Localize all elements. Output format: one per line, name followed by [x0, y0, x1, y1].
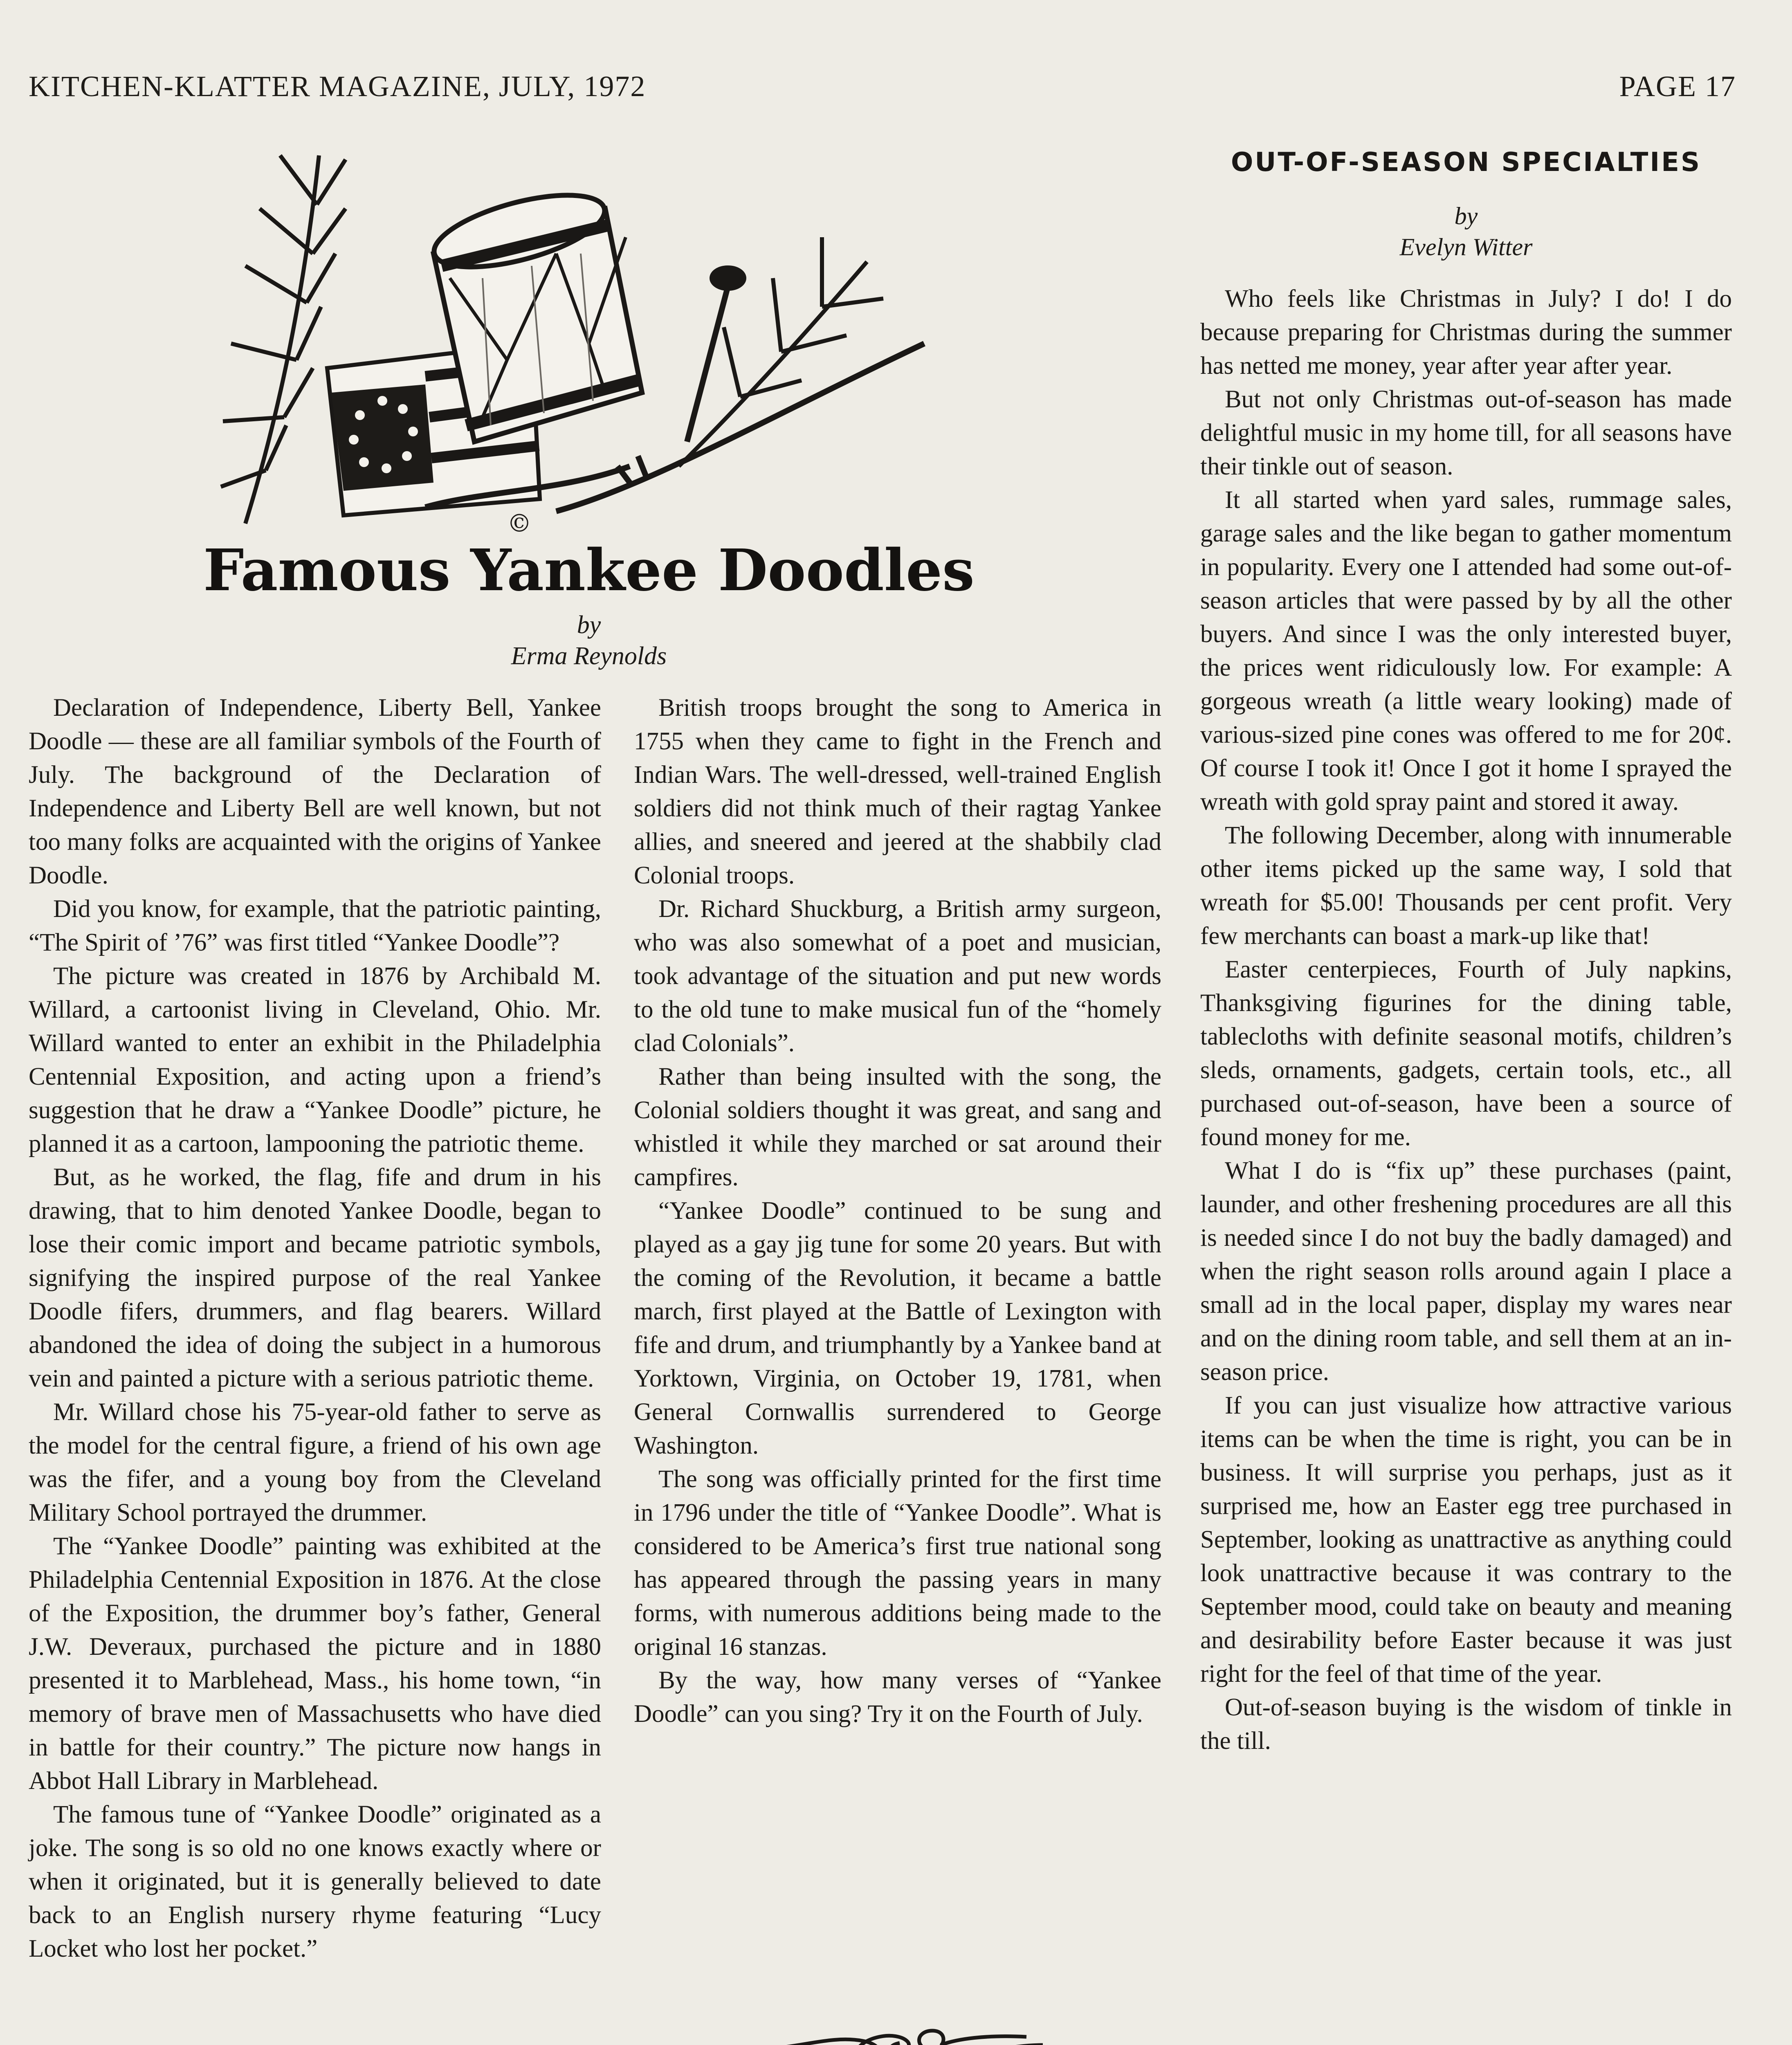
- flourish-ornament-icon: [748, 2018, 1051, 2045]
- byline-author: Erma Reynolds: [511, 642, 667, 670]
- copyright-mark: ©: [507, 509, 532, 538]
- paragraph: Declaration of Independence, Liberty Bell, Yankee Doodle — these are all familiar symbols of the Fourth of July. The background of the Declaration of Independence and Liberty Bell are well known, but not too many folks are acquainted with the origins of Yankee Doodle.: [29, 694, 601, 889]
- byline-by: by: [1454, 202, 1478, 229]
- paragraph: Dr. Richard Shuckburg, a British army surgeon, who was also somewhat of a poet and musician, took advantage of the situation and put new words to the old tune to make musical fun of the “homely clad Colonials”.: [634, 895, 1161, 1057]
- running-header: [29, 70, 1736, 115]
- paragraph: Did you know, for example, that the patriotic painting, “The Spirit of ’76” was first titled “Yankee Doodle”?: [29, 895, 601, 956]
- paragraph: The following December, along with innumerable other items picked up the same way, I sold that wreath for $5.00! Thousands per cent profit. Very few merchants can boast a mark-up like that!: [1200, 822, 1732, 950]
- page-number: PAGE 17: [1619, 70, 1736, 103]
- magazine-issue: KITCHEN-KLATTER MAGAZINE, JULY, 1972: [29, 70, 646, 103]
- paragraph: British troops brought the song to America in 1755 when they came to fight in the French and Indian Wars. The well-dressed, well-trained English soldiers did not think much of their ragtag Yankee allies, and sneered and jeered at the shabbily clad Colonial troops.: [634, 694, 1161, 889]
- yankee-column-2: [634, 691, 1161, 1731]
- oos-title: OUT-OF-SEASON SPECIALTIES: [1231, 147, 1702, 178]
- yankee-column-1: [29, 691, 601, 1966]
- paragraph: The “Yankee Doodle” painting was exhibited at the Philadelphia Centennial Exposition in 1876. At the close of the Exposition, the drummer boy’s father, General J.W. Deveraux, purchased the picture and in 1880 presented it to Marblehead, Mass., his home town, “in memory of brave men of Massachusetts who have died in battle for their country.” The picture now hangs in Abbot Hall Library in Marblehead.: [29, 1533, 601, 1795]
- paragraph: Out-of-season buying is the wisdom of tinkle in the till.: [1200, 1694, 1732, 1755]
- paragraph: The famous tune of “Yankee Doodle” originated as a joke. The song is so old no one knows exactly where or when it originated, but it is generally believed to date back to an English nursery rhyme featuring “Lucy Locket who lost her pocket.”: [29, 1801, 601, 1962]
- oos-byline: [1200, 200, 1732, 263]
- article-title-yankee: Famous Yankee Doodles: [203, 537, 975, 604]
- paragraph: It all started when yard sales, rummage sales, garage sales and the like began to gather momentum in popularity. Every one I attended had some out-of-season articles that were passed by by all the other buyers. And since I was the only interested buyer, the prices went ridiculously low. For example: A gorgeous wreath (a little weary looking) made of various-sized pine cones was offered to me for 20¢. Of course I took it! Once I got it home I sprayed the wreath with gold spray paint and stored it away.: [1200, 486, 1732, 816]
- oos-column: [1200, 282, 1732, 1758]
- paragraph: But not only Christmas out-of-season has made delightful music in my home till, for all seasons have their tinkle out of season.: [1200, 386, 1732, 480]
- paragraph: The picture was created in 1876 by Archibald M. Willard, a cartoonist living in Cleveland, Ohio. Mr. Willard wanted to enter an exhibit in the Philadelphia Centennial Exposition, and acting upon a friend’s suggestion that he draw a “Yankee Doodle” picture, he planned it as a cartoon, lampooning the patriotic theme.: [29, 962, 601, 1157]
- paragraph: What I do is “fix up” these purchases (paint, launder, and other freshening procedures are all this is needed since I do not buy the badly damaged) and when the right season rolls around again I place a small ad in the local paper, display my wares near and on the dining room table, and sell them at an in-season price.: [1200, 1157, 1732, 1386]
- paragraph: Rather than being insulted with the song, the Colonial soldiers thought it was great, and sang and whistled it while they marched or sat around their campfires.: [634, 1063, 1161, 1191]
- left-laurel-icon: [221, 155, 346, 524]
- paragraph: Easter centerpieces, Fourth of July napkins, Thanksgiving figurines for the dining table, tablecloths with definite seasonal motifs, children’s sleds, ornaments, gadgets, certain tools, etc., all purchased out-of-season, have been a source of found money for me.: [1200, 956, 1732, 1151]
- paragraph: But, as he worked, the flag, fife and drum in his drawing, that to him denoted Yankee Doodle, began to lose their comic import and became patriotic symbols, signifying the inspired purpose of the real Yankee Doodle fifers, drummers, and flag bearers. Willard abandoned the idea of doing the subject in a humorous vein and painted a picture with a serious patriotic theme.: [29, 1164, 601, 1392]
- paragraph: Who feels like Christmas in July? I do! I do because preparing for Christmas during the summer has netted me money, year after year after year.: [1200, 285, 1732, 380]
- paragraph: The song was officially printed for the first time in 1796 under the title of “Yankee Doodle”. What is considered to be America’s first true national song has appeared through the passing years in many forms, with numerous additions being made to the original 16 stanzas.: [634, 1465, 1161, 1661]
- paragraph: By the way, how many verses of “Yankee Doodle” can you sing? Try it on the Fourth of July.: [634, 1667, 1161, 1728]
- paragraph: If you can just visualize how attractive various items can be when the time is right, you can be in business. It will surprise you perhaps, just as it surprised me, how an Easter egg tree purchased in September, looking as unattractive as anything could look unattractive because it was contrary to the September mood, could take on beauty and meaning and desirability before Easter because it was just right for the feel of that time of the year.: [1200, 1392, 1732, 1688]
- paragraph: Mr. Willard chose his 75-year-old father to serve as the model for the central figure, a friend of his own age was the fifer, and a young boy from the Cleveland Military School portrayed the drummer.: [29, 1398, 601, 1526]
- drum-flag-laurel-illustration: [196, 131, 941, 540]
- yankee-byline: [409, 609, 769, 672]
- byline-author: Evelyn Witter: [1399, 234, 1533, 261]
- byline-by: by: [577, 611, 601, 639]
- paragraph: “Yankee Doodle” continued to be sung and played as a gay jig tune for some 20 years. But with the coming of the Revolution, it became a battle march, first played at the Battle of Lexington with fife and drum, and triumphantly by a Yankee band at Yorktown, Virginia, on October 19, 1781, when General Cornwallis surrendered to George Washington.: [634, 1197, 1161, 1459]
